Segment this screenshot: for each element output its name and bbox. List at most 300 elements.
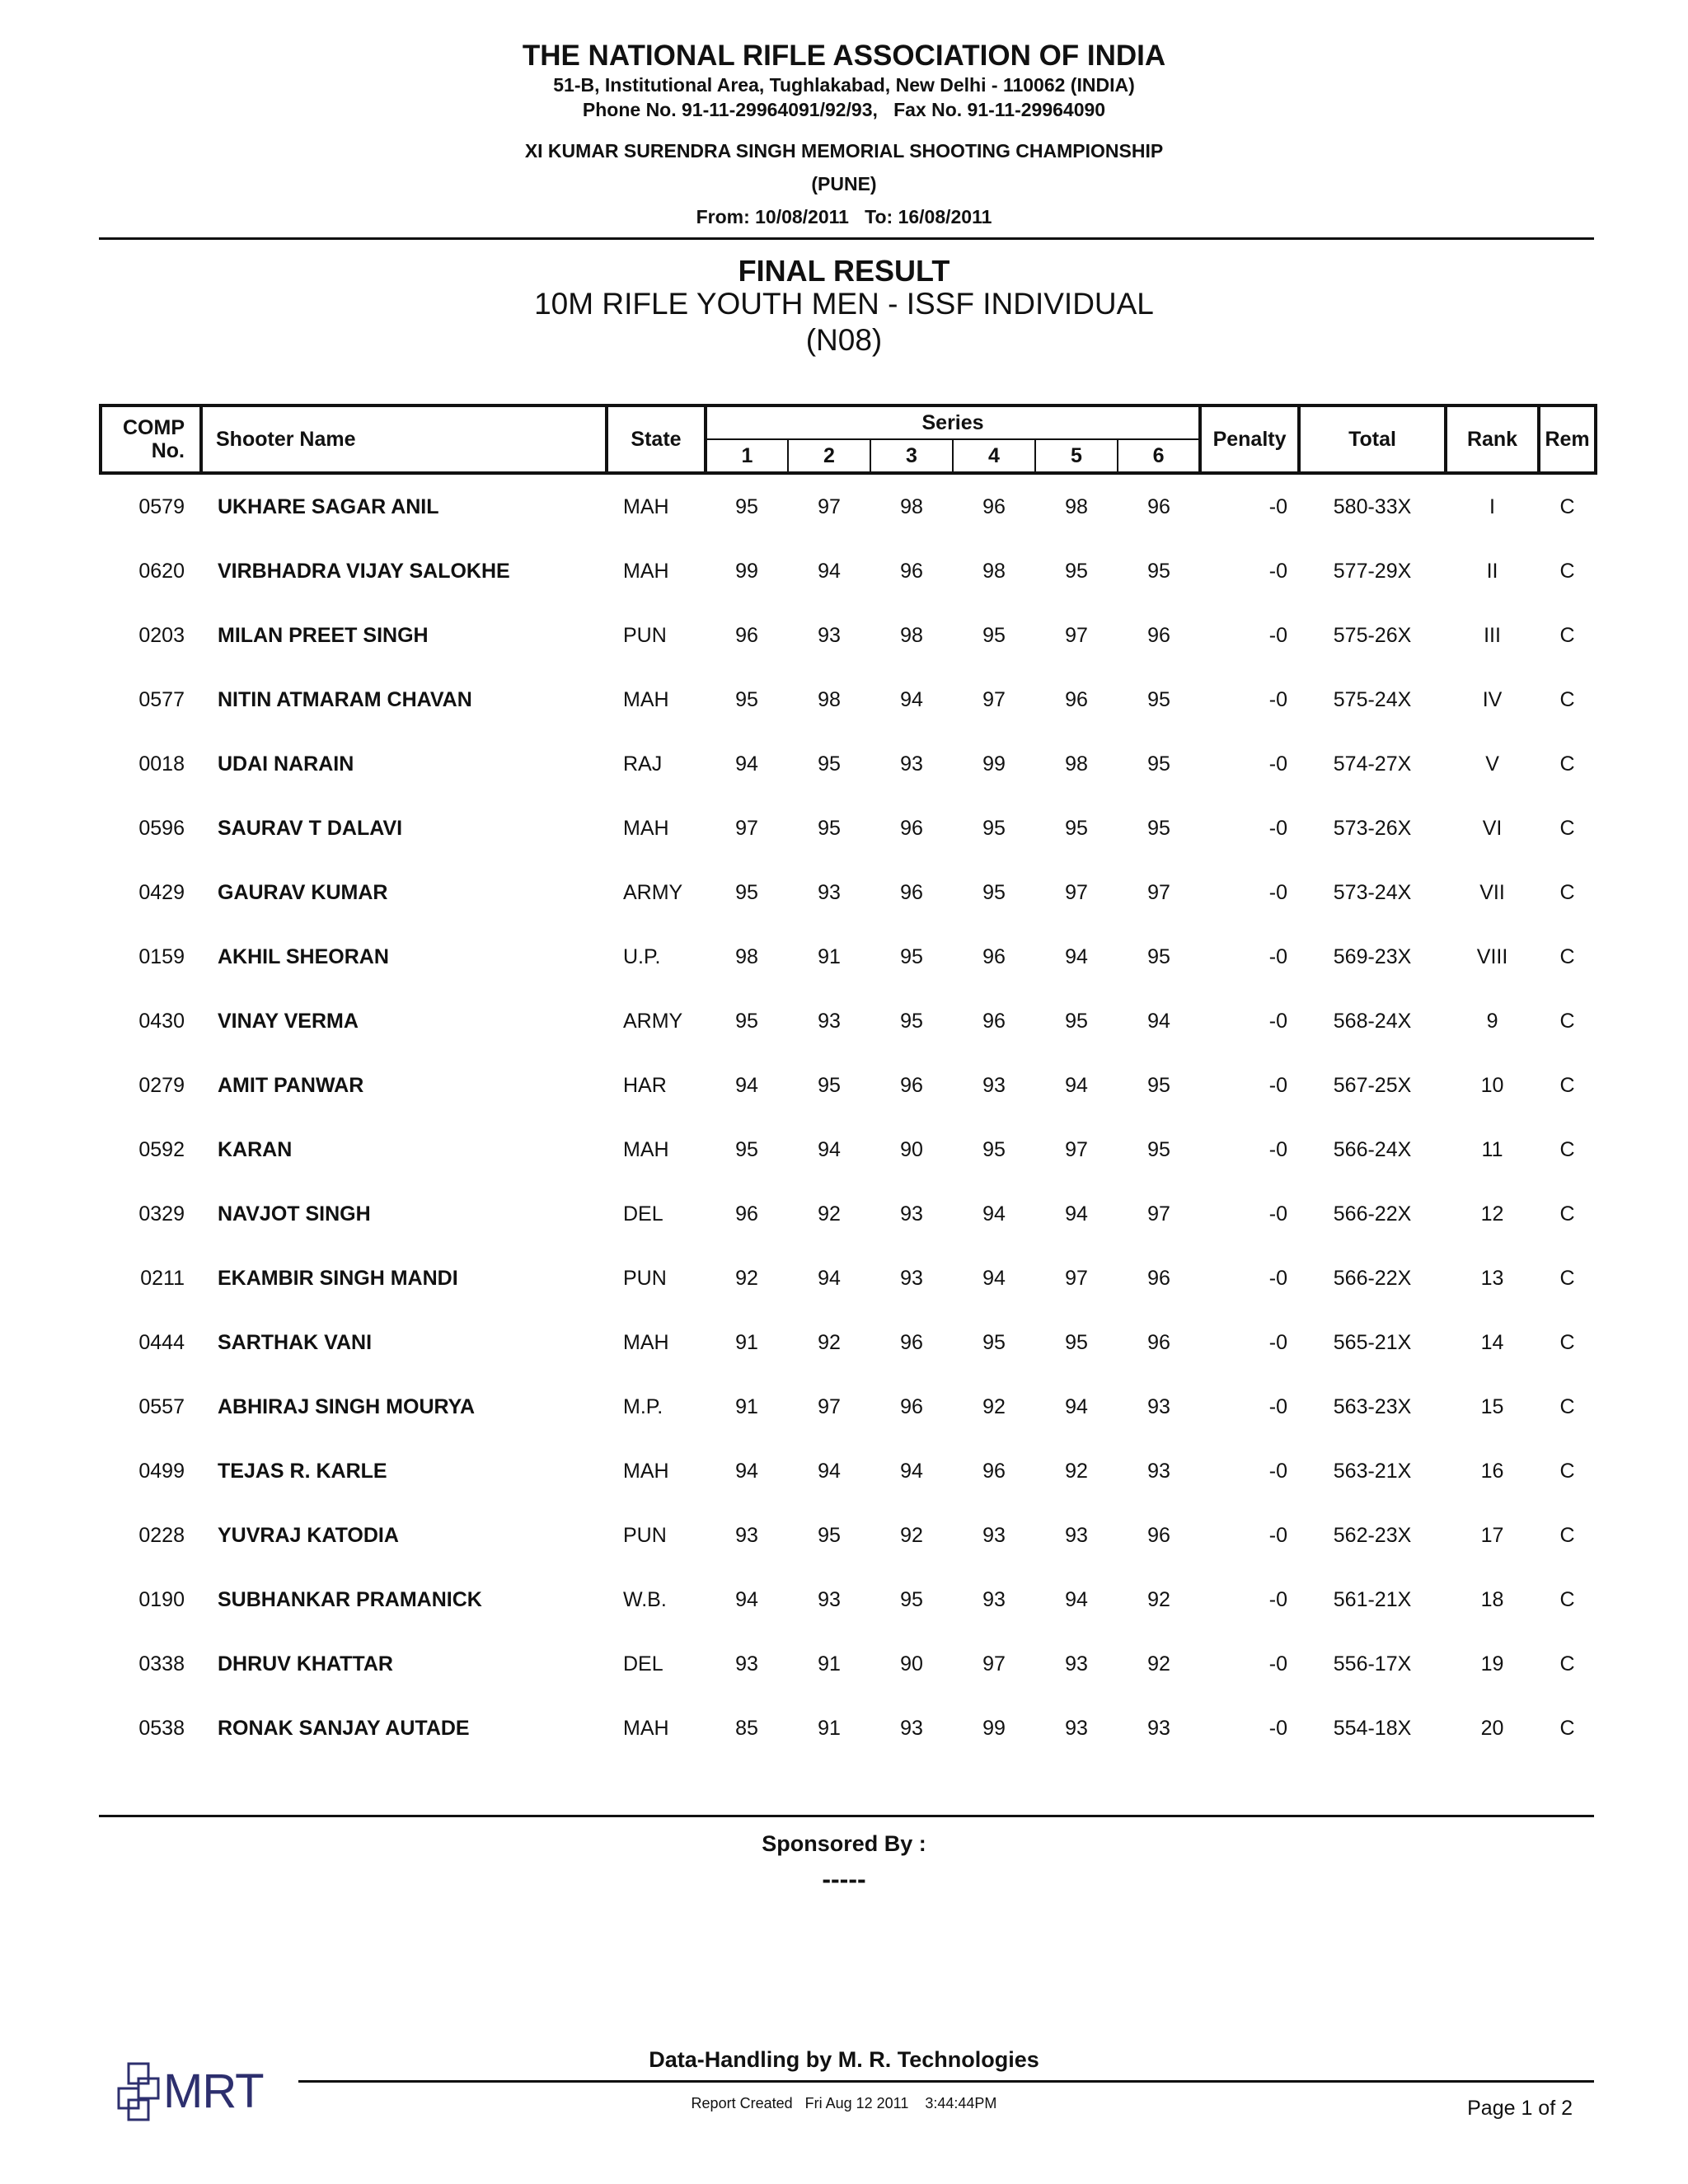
total-cell bbox=[1299, 1182, 1446, 1246]
penalty-cell: -0 bbox=[1268, 1073, 1288, 1097]
table-row bbox=[101, 1375, 1596, 1439]
inner-ten-count: -21X bbox=[1367, 1459, 1412, 1483]
rank-cell: 17 bbox=[1480, 1523, 1504, 1547]
col-series-2: 2 bbox=[788, 439, 870, 473]
result-title: FINAL RESULT bbox=[738, 254, 950, 288]
penalty-cell: -0 bbox=[1268, 494, 1288, 518]
penalty-cell: -0 bbox=[1268, 559, 1288, 583]
series-1-cell: 94 bbox=[735, 1587, 758, 1611]
series-4-cell: 98 bbox=[982, 559, 1006, 583]
series-3-cell: 93 bbox=[900, 1266, 923, 1290]
series-2-cell: 94 bbox=[818, 1137, 841, 1161]
remark-cell: C bbox=[1559, 687, 1575, 711]
inner-ten-count: -17X bbox=[1367, 1652, 1412, 1675]
total-score: 556 bbox=[1333, 1652, 1368, 1675]
comp-no-cell: 0577 bbox=[138, 687, 185, 711]
sponsor-name: ----- bbox=[822, 1864, 866, 1894]
inner-ten-count: -18X bbox=[1367, 1716, 1412, 1740]
series-4-cell: 93 bbox=[982, 1073, 1006, 1097]
series-1-cell: 95 bbox=[735, 494, 758, 518]
series-2-cell: 91 bbox=[818, 1716, 841, 1740]
series-5-cell: 97 bbox=[1065, 1137, 1088, 1161]
series-4-cell: 94 bbox=[982, 1202, 1006, 1226]
total-score: 580 bbox=[1333, 494, 1368, 518]
series-6-cell: 95 bbox=[1147, 687, 1170, 711]
total-score: 565 bbox=[1333, 1330, 1368, 1354]
series-5-cell: 97 bbox=[1065, 623, 1088, 647]
total-cell bbox=[1299, 1632, 1446, 1696]
series-4-cell: 95 bbox=[982, 880, 1006, 904]
series-2-cell: 95 bbox=[818, 816, 841, 840]
comp-no-cell: 0429 bbox=[138, 880, 185, 904]
rank-cell: 10 bbox=[1480, 1073, 1504, 1097]
state-cell: MAH bbox=[623, 816, 669, 840]
total-score: 561 bbox=[1333, 1587, 1368, 1611]
inner-ten-count: -22X bbox=[1367, 1202, 1412, 1226]
total-score: 573 bbox=[1333, 880, 1368, 904]
total-score: 566 bbox=[1333, 1202, 1368, 1226]
comp-no-cell: 0557 bbox=[138, 1394, 185, 1418]
event-dates: From: 10/08/2011 To: 16/08/2011 bbox=[696, 206, 992, 227]
col-series-1: 1 bbox=[706, 439, 788, 473]
total-cell bbox=[1299, 1118, 1446, 1182]
state-cell: W.B. bbox=[623, 1587, 667, 1611]
table-row bbox=[101, 796, 1596, 860]
col-series-5: 5 bbox=[1035, 439, 1118, 473]
table-row bbox=[101, 1568, 1596, 1632]
series-3-cell: 96 bbox=[900, 816, 923, 840]
state-cell: MAH bbox=[623, 1716, 669, 1740]
series-3-cell: 98 bbox=[900, 623, 923, 647]
total-cell bbox=[1299, 1053, 1446, 1118]
series-4-cell: 95 bbox=[982, 1330, 1006, 1354]
col-comp-no bbox=[101, 405, 201, 473]
org-name: THE NATIONAL RIFLE ASSOCIATION OF INDIA bbox=[522, 40, 1166, 72]
state-cell: DEL bbox=[623, 1652, 663, 1675]
data-handling-credit: Data-Handling by M. R. Technologies bbox=[649, 2047, 1039, 2072]
penalty-cell: -0 bbox=[1268, 1330, 1288, 1354]
series-2-cell: 92 bbox=[818, 1202, 841, 1226]
col-series: Series bbox=[706, 405, 1200, 439]
venue: (PUNE) bbox=[811, 173, 877, 194]
series-3-cell: 95 bbox=[900, 944, 923, 968]
series-1-cell: 93 bbox=[735, 1652, 758, 1675]
remark-cell: C bbox=[1559, 752, 1575, 776]
series-5-cell: 97 bbox=[1065, 880, 1088, 904]
table-row bbox=[101, 1246, 1596, 1310]
state-cell: PUN bbox=[623, 1523, 667, 1547]
series-2-cell: 91 bbox=[818, 1652, 841, 1675]
shooter-name-cell: ABHIRAJ SINGH MOURYA bbox=[218, 1394, 476, 1418]
table-row bbox=[101, 473, 1596, 539]
inner-ten-count: -23X bbox=[1367, 1394, 1412, 1418]
total-score: 573 bbox=[1333, 816, 1368, 840]
col-total: Total bbox=[1299, 405, 1446, 473]
series-3-cell: 96 bbox=[900, 880, 923, 904]
shooter-name-cell: SARTHAK VANI bbox=[218, 1330, 373, 1354]
series-3-cell: 96 bbox=[900, 559, 923, 583]
inner-ten-count: -24X bbox=[1367, 687, 1412, 711]
shooter-name-cell: AMIT PANWAR bbox=[218, 1073, 364, 1097]
remark-cell: C bbox=[1559, 1009, 1575, 1033]
series-6-cell: 93 bbox=[1147, 1459, 1170, 1483]
series-5-cell: 93 bbox=[1065, 1652, 1088, 1675]
shooter-name-cell: SAURAV T DALAVI bbox=[218, 816, 403, 840]
series-4-cell: 97 bbox=[982, 1652, 1006, 1675]
series-2-cell: 93 bbox=[818, 1587, 841, 1611]
series-6-cell: 95 bbox=[1147, 1137, 1170, 1161]
state-cell: PUN bbox=[623, 1266, 667, 1290]
footer-divider bbox=[99, 1815, 1594, 1817]
table-row bbox=[101, 989, 1596, 1053]
series-4-cell: 97 bbox=[982, 687, 1006, 711]
series-5-cell: 94 bbox=[1065, 1073, 1088, 1097]
mrt-logo-icon bbox=[115, 2060, 165, 2126]
series-2-cell: 93 bbox=[818, 1009, 841, 1033]
penalty-cell: -0 bbox=[1268, 880, 1288, 904]
table-row bbox=[101, 1696, 1596, 1760]
comp-no-cell: 0228 bbox=[138, 1523, 185, 1547]
total-score: 563 bbox=[1333, 1394, 1368, 1418]
total-score: 575 bbox=[1333, 623, 1368, 647]
sponsored-label: Sponsored By : bbox=[762, 1831, 926, 1856]
total-score: 566 bbox=[1333, 1137, 1368, 1161]
penalty-cell: -0 bbox=[1268, 1266, 1288, 1290]
series-4-cell: 96 bbox=[982, 1009, 1006, 1033]
total-cell bbox=[1299, 1568, 1446, 1632]
series-5-cell: 95 bbox=[1065, 1330, 1088, 1354]
inner-ten-count: -25X bbox=[1367, 1073, 1412, 1097]
remark-cell: C bbox=[1559, 816, 1575, 840]
series-1-cell: 95 bbox=[735, 687, 758, 711]
table-row bbox=[101, 603, 1596, 668]
remark-cell: C bbox=[1559, 1587, 1575, 1611]
total-score: 569 bbox=[1333, 944, 1368, 968]
series-2-cell: 93 bbox=[818, 623, 841, 647]
series-5-cell: 95 bbox=[1065, 559, 1088, 583]
total-score: 567 bbox=[1333, 1073, 1368, 1097]
comp-no-cell: 0620 bbox=[138, 559, 185, 583]
series-6-cell: 95 bbox=[1147, 752, 1170, 776]
total-score: 577 bbox=[1333, 559, 1368, 583]
col-series-6: 6 bbox=[1118, 439, 1200, 473]
penalty-cell: -0 bbox=[1268, 816, 1288, 840]
series-5-cell: 96 bbox=[1065, 687, 1088, 711]
series-5-cell: 98 bbox=[1065, 494, 1088, 518]
series-4-cell: 96 bbox=[982, 944, 1006, 968]
comp-no-cell: 0211 bbox=[140, 1266, 185, 1290]
comp-no-cell: 0538 bbox=[138, 1716, 185, 1740]
penalty-cell: -0 bbox=[1268, 1587, 1288, 1611]
table-row bbox=[101, 539, 1596, 603]
table-row bbox=[101, 860, 1596, 925]
rank-cell: 20 bbox=[1480, 1716, 1504, 1740]
table-row bbox=[101, 1118, 1596, 1182]
mrt-logo-text: MRT bbox=[163, 2064, 264, 2118]
penalty-cell: -0 bbox=[1268, 752, 1288, 776]
penalty-cell: -0 bbox=[1268, 1137, 1288, 1161]
penalty-cell: -0 bbox=[1268, 1459, 1288, 1483]
series-6-cell: 97 bbox=[1147, 1202, 1170, 1226]
total-cell bbox=[1299, 1696, 1446, 1760]
series-1-cell: 98 bbox=[735, 944, 758, 968]
total-cell bbox=[1299, 473, 1446, 539]
remark-cell: C bbox=[1559, 494, 1575, 518]
table-row bbox=[101, 1632, 1596, 1696]
inner-ten-count: -24X bbox=[1367, 880, 1412, 904]
remark-cell: C bbox=[1559, 1716, 1575, 1740]
series-1-cell: 95 bbox=[735, 1009, 758, 1033]
series-4-cell: 95 bbox=[982, 623, 1006, 647]
state-cell: MAH bbox=[623, 1137, 669, 1161]
rank-cell: 18 bbox=[1480, 1587, 1504, 1611]
remark-cell: C bbox=[1559, 1394, 1575, 1418]
series-1-cell: 91 bbox=[735, 1330, 758, 1354]
col-comp-label: COMP bbox=[123, 416, 185, 439]
shooter-name-cell: YUVRAJ KATODIA bbox=[218, 1523, 399, 1547]
series-5-cell: 97 bbox=[1065, 1266, 1088, 1290]
series-1-cell: 95 bbox=[735, 880, 758, 904]
series-4-cell: 95 bbox=[982, 816, 1006, 840]
inner-ten-count: -24X bbox=[1367, 1009, 1412, 1033]
comp-no-cell: 0338 bbox=[138, 1652, 185, 1675]
state-cell: DEL bbox=[623, 1202, 663, 1226]
rank-cell: 14 bbox=[1480, 1330, 1504, 1354]
rank-cell: VI bbox=[1482, 816, 1503, 840]
series-6-cell: 96 bbox=[1147, 494, 1170, 518]
series-3-cell: 94 bbox=[900, 687, 923, 711]
remark-cell: C bbox=[1559, 1137, 1575, 1161]
col-series-4: 4 bbox=[953, 439, 1035, 473]
series-5-cell: 94 bbox=[1065, 1202, 1088, 1226]
comp-no-cell: 0444 bbox=[138, 1330, 185, 1354]
series-2-cell: 93 bbox=[818, 880, 841, 904]
table-row bbox=[101, 1310, 1596, 1375]
series-3-cell: 96 bbox=[900, 1394, 923, 1418]
championship-name: XI KUMAR SURENDRA SINGH MEMORIAL SHOOTING CHAMPIONSHIP bbox=[524, 140, 1164, 162]
comp-no-cell: 0596 bbox=[138, 816, 185, 840]
remark-cell: C bbox=[1559, 1073, 1575, 1097]
remark-cell: C bbox=[1559, 1202, 1575, 1226]
total-score: 574 bbox=[1333, 752, 1368, 776]
total-cell bbox=[1299, 989, 1446, 1053]
series-5-cell: 94 bbox=[1065, 1587, 1088, 1611]
header-divider bbox=[99, 237, 1594, 240]
total-cell bbox=[1299, 925, 1446, 989]
series-4-cell: 94 bbox=[982, 1266, 1006, 1290]
comp-no-cell: 0203 bbox=[138, 623, 185, 647]
penalty-cell: -0 bbox=[1268, 1202, 1288, 1226]
total-cell bbox=[1299, 1439, 1446, 1503]
comp-no-cell: 0499 bbox=[138, 1459, 185, 1483]
penalty-cell: -0 bbox=[1268, 1394, 1288, 1418]
series-6-cell: 96 bbox=[1147, 1266, 1170, 1290]
state-cell: U.P. bbox=[623, 944, 661, 968]
rank-cell: 13 bbox=[1480, 1266, 1504, 1290]
penalty-cell: -0 bbox=[1268, 1716, 1288, 1740]
table-row bbox=[101, 668, 1596, 732]
comp-no-cell: 0430 bbox=[138, 1009, 185, 1033]
shooter-name-cell: RONAK SANJAY AUTADE bbox=[218, 1716, 470, 1740]
series-6-cell: 96 bbox=[1147, 623, 1170, 647]
series-1-cell: 94 bbox=[735, 1073, 758, 1097]
state-cell: MAH bbox=[623, 687, 669, 711]
inner-ten-count: -21X bbox=[1367, 1587, 1412, 1611]
total-score: 575 bbox=[1333, 687, 1368, 711]
remark-cell: C bbox=[1559, 1459, 1575, 1483]
state-cell: ARMY bbox=[623, 880, 683, 904]
series-1-cell: 95 bbox=[735, 1137, 758, 1161]
inner-ten-count: -24X bbox=[1367, 1137, 1412, 1161]
shooter-name-cell: KARAN bbox=[218, 1137, 293, 1161]
org-address: 51-B, Institutional Area, Tughlakabad, New Delhi - 110062 (INDIA) bbox=[553, 74, 1135, 96]
comp-no-cell: 0592 bbox=[138, 1137, 185, 1161]
penalty-cell: -0 bbox=[1268, 623, 1288, 647]
series-6-cell: 97 bbox=[1147, 880, 1170, 904]
col-state: State bbox=[607, 405, 706, 473]
shooter-name-cell: UDAI NARAIN bbox=[218, 752, 354, 776]
series-6-cell: 92 bbox=[1147, 1652, 1170, 1675]
rank-cell: 15 bbox=[1480, 1394, 1504, 1418]
rank-cell: 11 bbox=[1481, 1137, 1503, 1161]
comp-no-cell: 0329 bbox=[138, 1202, 185, 1226]
state-cell: M.P. bbox=[623, 1394, 663, 1418]
col-series-3: 3 bbox=[870, 439, 953, 473]
rank-cell: V bbox=[1485, 752, 1499, 776]
series-4-cell: 99 bbox=[982, 1716, 1006, 1740]
inner-ten-count: -22X bbox=[1367, 1266, 1412, 1290]
event-code: (N08) bbox=[805, 323, 883, 357]
series-3-cell: 98 bbox=[900, 494, 923, 518]
total-cell bbox=[1299, 1503, 1446, 1568]
table-row bbox=[101, 1182, 1596, 1246]
total-score: 563 bbox=[1333, 1459, 1368, 1483]
series-2-cell: 95 bbox=[818, 1523, 841, 1547]
table-row bbox=[101, 925, 1596, 989]
shooter-name-cell: EKAMBIR SINGH MANDI bbox=[218, 1266, 458, 1290]
series-1-cell: 97 bbox=[735, 816, 758, 840]
page-number: Page 1 of 2 bbox=[1467, 2097, 1573, 2120]
inner-ten-count: -29X bbox=[1367, 559, 1412, 583]
inner-ten-count: -33X bbox=[1367, 494, 1412, 518]
shooter-name-cell: DHRUV KHATTAR bbox=[218, 1652, 393, 1675]
total-cell bbox=[1299, 732, 1446, 796]
series-2-cell: 94 bbox=[818, 559, 841, 583]
table-row bbox=[101, 1053, 1596, 1118]
shooter-name-cell: UKHARE SAGAR ANIL bbox=[218, 494, 439, 518]
col-no-label: No. bbox=[151, 439, 185, 462]
inner-ten-count: -21X bbox=[1367, 1330, 1412, 1354]
series-3-cell: 96 bbox=[900, 1073, 923, 1097]
col-rank: Rank bbox=[1446, 405, 1539, 473]
series-4-cell: 96 bbox=[982, 494, 1006, 518]
shooter-name-cell: VINAY VERMA bbox=[218, 1009, 359, 1033]
total-score: 562 bbox=[1333, 1523, 1368, 1547]
state-cell: MAH bbox=[623, 559, 669, 583]
rank-cell: 12 bbox=[1480, 1202, 1504, 1226]
series-3-cell: 93 bbox=[900, 1202, 923, 1226]
series-5-cell: 95 bbox=[1065, 816, 1088, 840]
series-1-cell: 96 bbox=[735, 623, 758, 647]
series-4-cell: 95 bbox=[982, 1137, 1006, 1161]
series-5-cell: 95 bbox=[1065, 1009, 1088, 1033]
state-cell: MAH bbox=[623, 1459, 669, 1483]
comp-no-cell: 0190 bbox=[138, 1587, 185, 1611]
series-6-cell: 93 bbox=[1147, 1394, 1170, 1418]
series-5-cell: 93 bbox=[1065, 1523, 1088, 1547]
penalty-cell: -0 bbox=[1268, 1652, 1288, 1675]
series-2-cell: 95 bbox=[818, 1073, 841, 1097]
series-6-cell: 95 bbox=[1147, 559, 1170, 583]
total-score: 554 bbox=[1333, 1716, 1368, 1740]
col-shooter-name: Shooter Name bbox=[201, 405, 607, 473]
rank-cell: VIII bbox=[1476, 944, 1508, 968]
state-cell: HAR bbox=[623, 1073, 667, 1097]
series-4-cell: 99 bbox=[982, 752, 1006, 776]
series-3-cell: 96 bbox=[900, 1330, 923, 1354]
series-2-cell: 97 bbox=[818, 1394, 841, 1418]
remark-cell: C bbox=[1559, 1523, 1575, 1547]
shooter-name-cell: MILAN PREET SINGH bbox=[218, 623, 429, 647]
comp-no-cell: 0279 bbox=[138, 1073, 185, 1097]
state-cell: PUN bbox=[623, 623, 667, 647]
series-1-cell: 96 bbox=[735, 1202, 758, 1226]
total-cell bbox=[1299, 1246, 1446, 1310]
series-2-cell: 98 bbox=[818, 687, 841, 711]
shooter-name-cell: TEJAS R. KARLE bbox=[218, 1459, 387, 1483]
org-contact: Phone No. 91-11-29964091/92/93, Fax No. 91-11-29964090 bbox=[582, 99, 1106, 120]
series-6-cell: 92 bbox=[1147, 1587, 1170, 1611]
series-5-cell: 94 bbox=[1065, 1394, 1088, 1418]
rank-cell: IV bbox=[1482, 687, 1503, 711]
series-3-cell: 95 bbox=[900, 1587, 923, 1611]
table-row bbox=[101, 1439, 1596, 1503]
series-6-cell: 93 bbox=[1147, 1716, 1170, 1740]
shooter-name-cell: GAURAV KUMAR bbox=[218, 880, 388, 904]
penalty-cell: -0 bbox=[1268, 687, 1288, 711]
remark-cell: C bbox=[1559, 559, 1575, 583]
rank-cell: II bbox=[1486, 559, 1498, 583]
inner-ten-count: -27X bbox=[1367, 752, 1412, 776]
total-score: 568 bbox=[1333, 1009, 1368, 1033]
total-cell bbox=[1299, 539, 1446, 603]
series-6-cell: 95 bbox=[1147, 816, 1170, 840]
shooter-name-cell: NITIN ATMARAM CHAVAN bbox=[218, 687, 472, 711]
event-name: 10M RIFLE YOUTH MEN - ISSF INDIVIDUAL bbox=[534, 287, 1154, 321]
series-5-cell: 93 bbox=[1065, 1716, 1088, 1740]
series-3-cell: 93 bbox=[900, 752, 923, 776]
series-1-cell: 99 bbox=[735, 559, 758, 583]
rank-cell: III bbox=[1484, 623, 1501, 647]
series-3-cell: 92 bbox=[900, 1523, 923, 1547]
comp-no-cell: 0579 bbox=[138, 494, 185, 518]
total-cell bbox=[1299, 1375, 1446, 1439]
penalty-cell: -0 bbox=[1268, 1523, 1288, 1547]
penalty-cell: -0 bbox=[1268, 1009, 1288, 1033]
series-2-cell: 94 bbox=[818, 1459, 841, 1483]
series-4-cell: 93 bbox=[982, 1523, 1006, 1547]
inner-ten-count: -23X bbox=[1367, 1523, 1412, 1547]
col-rem: Rem bbox=[1539, 405, 1596, 473]
series-5-cell: 98 bbox=[1065, 752, 1088, 776]
series-5-cell: 94 bbox=[1065, 944, 1088, 968]
col-penalty: Penalty bbox=[1200, 405, 1299, 473]
state-cell: RAJ bbox=[623, 752, 663, 776]
series-1-cell: 94 bbox=[735, 1459, 758, 1483]
series-3-cell: 90 bbox=[900, 1137, 923, 1161]
shooter-name-cell: SUBHANKAR PRAMANICK bbox=[218, 1587, 482, 1611]
rank-cell: 16 bbox=[1480, 1459, 1504, 1483]
